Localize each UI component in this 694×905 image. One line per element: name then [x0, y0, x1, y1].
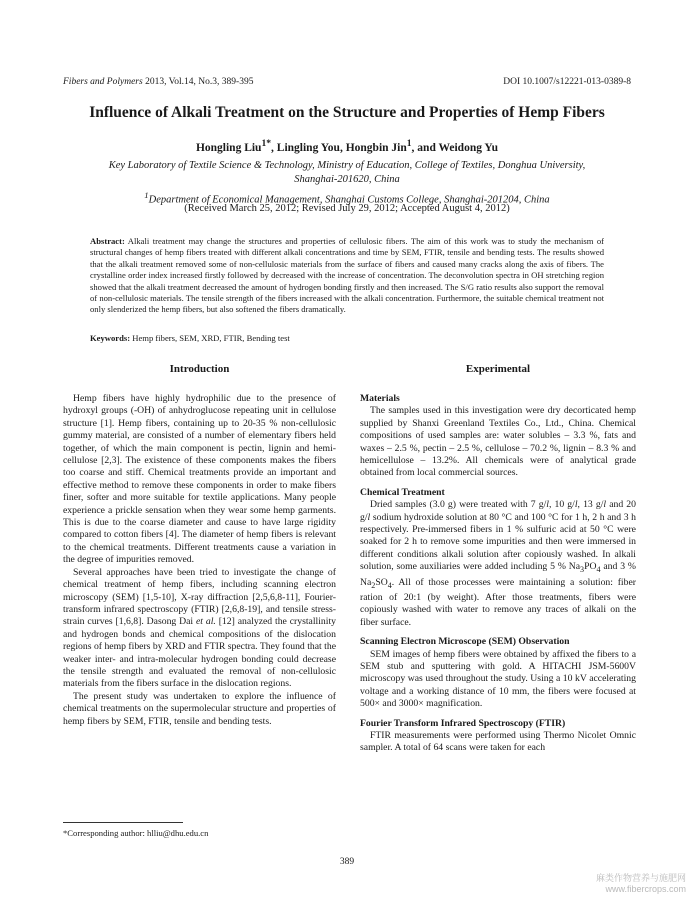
intro-p2-end: [12] analyzed the crystallinity and hydrogen bonds and chemical compositions of the dislocation regions of hemp fibers by XRD and FTIR spectra. They found that the weaker inter- and intra-molecular hydrogen bonding could decrease the tensile strength and evaluated the removal of non-cellulosic materials from the fibers surface in the dislocation regions. — [63, 616, 336, 690]
keywords-label: Keywords: — [90, 333, 131, 343]
experimental-heading: Experimental — [465, 363, 531, 375]
materials-paragraph: The samples used in this investigation were dry decorticated hemp supplied by Shanxi Greenland Textiles Co., Ltd., China. Chemical compositions of used samples are: water solubles – 3.3 %, fats and waxes – 2.5 %, pectin – 2.5 %, cellulose – 70.2 %, lignin – 8.3 % and hemicellulose – 13.2%. All chemicals were of analytical grade obtained from local commercial sources. — [360, 405, 636, 479]
affiliation-2-text: Department of Economical Management, Shanghai Customs College, Shanghai-201204, China — [148, 194, 550, 206]
intro-paragraph-2 — [63, 567, 336, 691]
author-list — [0, 138, 694, 154]
author-1-affil: 1* — [261, 138, 272, 149]
chem-text: . All of those processes were maintaining a solution: fiber ration of 20:1 (by weight). After those treatments, fibers were copiously washed with water to remove any traces of alkali on the fiber surface. — [360, 576, 636, 628]
running-header-doi: DOI 10.1007/s12221-013-0389-8 — [503, 77, 631, 87]
introduction-heading: Introduction — [169, 363, 230, 375]
abstract-text: Alkali treatment may change the structures and properties of cellulosic fibers. The aim of this work was to study the mechanism of structural changes of hemp fibers treated with different alkali concentrations and time by SEM, FTIR, tensile and bending tests. The results showed that the alkali treatment removed some of non-cellulosic materials from the surface of fibers and caused many cracks along the axis of fibers. The crystalline order index increased firstly followed by decreased with the increase of concentration. The deconvolution spectra in OH stretching region showed that the alkali treatment decreased the amount of hydrogen bonding firstly and then increased. The S/G ratio results also support the removal of non-cellulosic materials. The tensile strength of the fibers increased with the alkali concentration. Furthermore, the suitable chemical treatment not only slenderized the hemp fibers, but also softened the fibers dramatically. — [90, 236, 604, 315]
abstract-label: Abstract: — [90, 236, 125, 246]
chem-text: PO — [584, 561, 597, 573]
chem-text: sodium hydroxide solution at 80 °C and 100 °C for 1 h, 2 h and 3 h respectively. Pre-immersed fibers in 1 % sulfuric acid at 50 °C were soaked for 2 h to remove some impurities and then were immersed in different conditions alkali solution after copiously washed. In alkali solution, some auxiliaries were added including 5 % Na — [360, 511, 636, 573]
subscript: 3 — [580, 565, 585, 575]
affiliation-2-marker: 1 — [144, 190, 149, 200]
received-dates: (Received March 25, 2012; Revised July 29, 2012; Accepted August 4, 2012) — [184, 203, 510, 214]
chem-text: and 20 g/ — [360, 499, 636, 523]
author-1: Hongling Liu — [195, 141, 262, 154]
ftir-paragraph: FTIR measurements were performed using Thermo Nicolet Omnic sampler. A total of 64 scans were taken for each — [360, 730, 636, 754]
sem-heading: Scanning Electron Microscope (SEM) Observation — [360, 636, 570, 648]
paper-title: Influence of Alkali Treatment on the Structure and Properties of Hemp Fibers — [89, 104, 605, 121]
materials-heading: Materials — [360, 393, 400, 404]
chem-text: and 3 % Na — [360, 561, 636, 588]
unit-l: l — [367, 511, 371, 523]
watermark-url: www.fibercrops.com — [605, 884, 686, 894]
affiliation-1 — [60, 159, 634, 187]
watermark-chinese: 麻类作物营养与施肥网 — [595, 873, 686, 883]
corresponding-author-footnote: *Corresponding author: hlliu@dhu.edu.cn — [63, 828, 209, 838]
intro-p2-start: Several approaches have been tried to investigate the change of chemical treatment of hemp fibers, including scanning electron microscopy (SEM) [1,5-10], X-ray diffraction [2,5,6,8-11], Fourier-transform infrared spectroscopy (FTIR) [2,6,8-19], and tensile stress-strain curves [1,6,8]. Dasong Dai — [63, 566, 336, 628]
unit-l: l — [546, 499, 549, 511]
sem-paragraph: SEM images of hemp fibers were obtained by affixed the fibers to a SEM stub and sputtering with gold. A HITACHI JSM-5600V microscopy was used throughout the study. Using a 10 kV accelerating voltage and a working distance of 10 mm, the fibers were focused at 500× and 3000× magnification. — [360, 648, 636, 710]
intro-paragraph-3: The present study was undertaken to explore the influence of chemical treatments on the supermolecular structure and properties of hemp fibers by SEM, FTIR, tensile and bending tests. — [63, 690, 336, 727]
experimental-column — [360, 393, 636, 755]
subscript: 4 — [596, 565, 601, 575]
unit-l: l — [574, 499, 578, 511]
unit-l: l — [603, 499, 607, 511]
footnote-rule — [63, 822, 183, 823]
subscript: 4 — [387, 580, 392, 590]
chem-text: SO — [375, 576, 388, 588]
chem-text: , 13 g/ — [577, 499, 604, 511]
chem-text: , 10 g/ — [548, 499, 575, 511]
volume-info: 2013, Vol.14, No.3, 389-395 — [142, 77, 254, 87]
keywords — [90, 333, 604, 343]
page-number: 389 — [339, 857, 355, 867]
affiliation-1-line1: Key Laboratory of Textile Science & Technology, Ministry of Education, College of Textiles, Donghua University, — [108, 160, 586, 171]
author-3-affil: 1 — [406, 138, 412, 149]
journal-name: Fibers and Polymers — [63, 77, 143, 87]
author-2-3: , Lingling You, Hongbin Jin — [271, 141, 407, 154]
abstract — [90, 236, 604, 316]
intro-paragraph-1: Hemp fibers have highly hydrophilic due to the presence of hydroxyl groups (-OH) of anhydroglucose repeating unit in cellulose structure [1]. Hemp fibers, containing up to 20-35 % non-cellulosic gummy material, are consisted of a number of elementary fibers held together, of which the main component is pectin, lignin and hemi-cellulose [2,3]. The existence of these components makes the fibers too coarse and stiff. Chemical treatments provide an important and effective method to remove these components in order to make fibers finer, softer and more suitable for textile applications. Many people experience a prickle sensation when they wear some hemp garments. This is due to the coarse diameter and cause to have large rigidity compared to cotton fibers [4]. The diameter of hemp fibers is relevant to the chemical treatments. Different treatments cause a variation in the degree of impurities removed. — [63, 393, 336, 566]
chemical-treatment-heading: Chemical Treatment — [360, 486, 445, 498]
ftir-heading: Fourier Transform Infrared Spectroscopy (FTIR) — [360, 717, 566, 729]
intro-p2-etal: et al. — [196, 616, 216, 628]
chem-text: Dried samples (3.0 g) were treated with 7 g/ — [370, 499, 547, 511]
site-watermark — [596, 873, 686, 895]
running-header-citation — [63, 77, 253, 87]
author-4: , and Weidong Yu — [411, 141, 499, 154]
chemical-treatment-paragraph — [360, 499, 636, 629]
affiliation-1-line2: Shanghai-201620, China — [294, 174, 400, 185]
keywords-text: Hemp fibers, SEM, XRD, FTIR, Bending test — [130, 333, 290, 343]
introduction-column — [63, 393, 336, 728]
subscript: 2 — [371, 580, 376, 590]
